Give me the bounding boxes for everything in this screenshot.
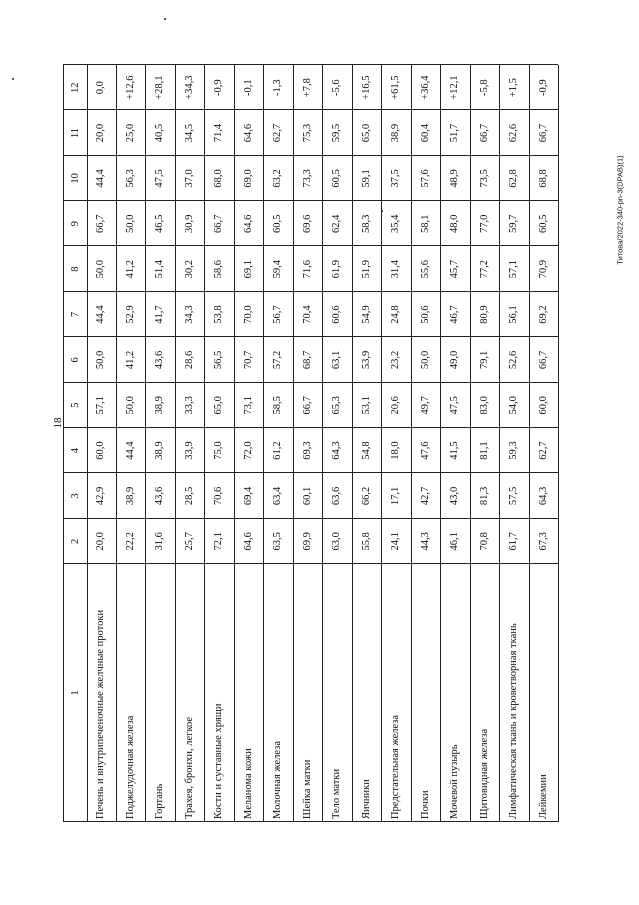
value-cell: 68,0	[213, 169, 225, 188]
value-cell: 38,9	[390, 123, 402, 143]
value-cell: 60,6	[331, 305, 343, 324]
table-row	[352, 65, 383, 822]
value-cell: 53,9	[360, 350, 372, 370]
site-name-cell: Лейкемии	[537, 774, 549, 819]
value-cell: 64,3	[537, 486, 549, 506]
table-header-row	[63, 65, 88, 822]
value-cell: 64,6	[242, 214, 254, 233]
site-name-cell: Поджелудочная железа	[124, 715, 136, 819]
value-cell: 63,5	[272, 532, 284, 551]
table-row	[204, 65, 235, 822]
value-cell: 66,7	[537, 350, 549, 370]
value-cell: 60,0	[537, 396, 549, 415]
value-cell: +12,1	[449, 75, 461, 100]
value-cell: 50,0	[124, 214, 136, 233]
value-cell: 51,7	[449, 123, 461, 143]
value-cell: 66,7	[95, 214, 107, 233]
survival-table	[63, 65, 558, 822]
site-name-cell: Щитовидная железа	[478, 728, 490, 819]
page-number-text: 18	[52, 417, 64, 429]
table-grid-line	[63, 382, 558, 383]
table-grid-line	[63, 472, 558, 473]
value-cell: 43,6	[154, 350, 166, 370]
value-cell: 38,9	[124, 486, 136, 506]
value-cell: 81,1	[478, 441, 490, 460]
value-cell: 40,5	[154, 123, 166, 143]
value-cell: -1,3	[272, 79, 284, 97]
value-cell: 70,6	[213, 486, 225, 506]
speck-mark	[164, 18, 166, 20]
table-grid-line	[63, 336, 558, 337]
side-document-id-text: Титова/2022-340-pn-3(DPAB)(1)	[615, 155, 625, 265]
value-cell: 54,8	[360, 441, 372, 460]
value-cell: 63,0	[331, 532, 343, 551]
site-name-cell: Предстательная железа	[390, 714, 402, 819]
value-cell: 81,3	[478, 486, 490, 506]
value-cell: 62,7	[272, 123, 284, 143]
value-cell: 17,1	[390, 486, 402, 506]
value-cell: 44,4	[95, 305, 107, 324]
value-cell: 31,6	[154, 532, 166, 551]
site-name-cell: Молочная железа	[272, 740, 284, 819]
value-cell: 44,3	[419, 532, 431, 551]
header-cell: 10	[70, 173, 81, 184]
value-cell: 20,6	[390, 396, 402, 415]
site-name-cell: Трахея, бронхи, легкое	[183, 716, 195, 819]
value-cell: 43,6	[154, 486, 166, 506]
value-cell: 58,1	[419, 214, 431, 233]
value-cell: 20,0	[95, 532, 107, 551]
value-cell: 63,6	[331, 486, 343, 506]
value-cell: 46,7	[449, 305, 461, 324]
table-row	[529, 65, 560, 822]
value-cell: 59,5	[331, 123, 343, 143]
value-cell: 49,7	[419, 396, 431, 415]
value-cell: 24,1	[390, 532, 402, 551]
value-cell: 54,9	[360, 305, 372, 324]
value-cell: 75,3	[301, 123, 313, 143]
value-cell: 61,9	[331, 259, 343, 279]
value-cell: 77,0	[478, 214, 490, 233]
value-cell: 66,7	[213, 214, 225, 233]
value-cell: 65,0	[360, 123, 372, 143]
value-cell: 56,1	[508, 305, 520, 324]
value-cell: -5,8	[478, 79, 490, 97]
value-cell: 70,0	[242, 305, 254, 324]
table-row	[440, 65, 471, 822]
value-cell: 63,4	[272, 486, 284, 506]
value-cell: 31,4	[390, 259, 402, 279]
value-cell: 80,9	[478, 305, 490, 324]
value-cell: 69,9	[301, 532, 313, 551]
site-name-cell: Печень и внутрипеченочные желчные протоки	[95, 609, 107, 819]
value-cell: 58,3	[360, 214, 372, 233]
value-cell: 47,6	[419, 441, 431, 460]
value-cell: 49,0	[449, 350, 461, 370]
value-cell: +28,1	[154, 75, 166, 100]
value-cell: 48,9	[449, 169, 461, 188]
value-cell: 25,0	[124, 123, 136, 143]
value-cell: -0,1	[242, 79, 254, 97]
value-cell: 70,4	[301, 305, 313, 324]
header-cell: 11	[70, 128, 81, 139]
value-cell: 60,5	[537, 214, 549, 233]
value-cell: 61,7	[508, 532, 520, 551]
value-cell: 22,2	[124, 532, 136, 551]
header-cell: 7	[70, 311, 81, 318]
table-grid-line	[63, 427, 558, 428]
value-cell: 69,0	[242, 169, 254, 188]
value-cell: 57,6	[419, 169, 431, 188]
value-cell: 65,0	[213, 396, 225, 415]
value-cell: 69,1	[242, 259, 254, 279]
value-cell: 61,2	[272, 441, 284, 460]
table-grid-line	[63, 64, 558, 65]
value-cell: +7,8	[301, 78, 313, 98]
table-row	[86, 65, 117, 822]
value-cell: 62,4	[331, 214, 343, 233]
value-cell: 73,1	[242, 396, 254, 415]
value-cell: +12,6	[124, 75, 136, 100]
table-grid-line	[63, 291, 558, 292]
table-row	[234, 65, 265, 822]
value-cell: 56,5	[213, 350, 225, 370]
value-cell: 70,8	[478, 532, 490, 551]
value-cell: 64,6	[242, 532, 254, 551]
speck-mark	[12, 78, 14, 80]
value-cell: 44,4	[124, 441, 136, 460]
value-cell: 59,7	[508, 214, 520, 233]
value-cell: 69,2	[537, 305, 549, 324]
value-cell: 70,9	[537, 259, 549, 279]
value-cell: 69,3	[301, 441, 313, 460]
value-cell: 72,0	[242, 441, 254, 460]
value-cell: 41,2	[124, 259, 136, 279]
value-cell: -0,9	[537, 79, 549, 97]
value-cell: 55,8	[360, 532, 372, 551]
value-cell: 58,6	[213, 259, 225, 279]
value-cell: 75,0	[213, 441, 225, 460]
table-row	[175, 65, 206, 822]
value-cell: 83,0	[478, 396, 490, 415]
table-row	[116, 65, 147, 822]
value-cell: 62,6	[508, 123, 520, 143]
value-cell: 63,2	[272, 169, 284, 188]
value-cell: 53,1	[360, 396, 372, 415]
table-grid-line	[63, 245, 558, 246]
table-row	[263, 65, 294, 822]
value-cell: 41,7	[154, 305, 166, 324]
value-cell: 38,9	[154, 396, 166, 415]
table-row	[499, 65, 530, 822]
value-cell: 67,3	[537, 532, 549, 551]
table-row	[470, 65, 501, 822]
value-cell: 68,7	[301, 350, 313, 370]
value-cell: +1,5	[508, 78, 520, 98]
value-cell: 50,0	[419, 350, 431, 370]
site-name-cell: Яичники	[360, 779, 372, 819]
value-cell: +34,3	[183, 75, 195, 100]
header-cell: 1	[70, 690, 81, 696]
value-cell: 72,1	[213, 532, 225, 551]
table-row	[145, 65, 176, 822]
value-cell: 33,9	[183, 441, 195, 460]
value-cell: 69,6	[301, 214, 313, 233]
value-cell: 44,4	[95, 169, 107, 188]
value-cell: 60,5	[331, 169, 343, 188]
value-cell: 57,2	[272, 350, 284, 370]
table-grid-line	[63, 518, 558, 519]
value-cell: 0,0	[95, 81, 107, 95]
value-cell: 50,0	[95, 259, 107, 279]
value-cell: 52,6	[508, 350, 520, 370]
value-cell: 63,1	[331, 350, 343, 370]
site-name-cell: Меланома кожи	[242, 748, 254, 819]
value-cell: 50,0	[95, 350, 107, 370]
site-name-cell: Мочевой пузырь	[449, 744, 461, 819]
value-cell: 34,5	[183, 123, 195, 143]
value-cell: 53,8	[213, 305, 225, 324]
table-grid-line	[63, 821, 558, 822]
value-cell: 48,0	[449, 214, 461, 233]
value-cell: 57,5	[508, 486, 520, 506]
table-row	[411, 65, 442, 822]
value-cell: 65,3	[331, 396, 343, 415]
value-cell: 45,7	[449, 259, 461, 279]
value-cell: 56,7	[272, 305, 284, 324]
value-cell: 59,4	[272, 259, 284, 279]
header-cell: 3	[70, 493, 81, 499]
value-cell: 59,3	[508, 441, 520, 460]
site-name-cell: Гортань	[154, 783, 166, 819]
header-cell: 8	[70, 266, 81, 272]
site-name-cell: Тело матки	[331, 768, 343, 819]
value-cell: 79,1	[478, 350, 490, 370]
value-cell: 52,9	[124, 305, 136, 324]
value-cell: -0,9	[213, 79, 225, 97]
value-cell: 46,1	[449, 532, 461, 551]
value-cell: 62,7	[537, 441, 549, 460]
value-cell: 60,0	[95, 441, 107, 460]
value-cell: 37,0	[183, 169, 195, 188]
table-row	[293, 65, 324, 822]
table-row	[322, 65, 353, 822]
value-cell: 60,5	[272, 214, 284, 233]
value-cell: 55,6	[419, 259, 431, 279]
table-row	[381, 65, 412, 822]
value-cell: 66,7	[537, 123, 549, 143]
value-cell: 56,3	[124, 169, 136, 188]
value-cell: 58,5	[272, 396, 284, 415]
value-cell: 66,7	[301, 396, 313, 415]
header-cell: 2	[70, 538, 81, 544]
site-name-cell: Почки	[419, 790, 431, 819]
table-grid-line	[63, 109, 558, 110]
value-cell: 20,0	[95, 123, 107, 143]
value-cell: 23,2	[390, 350, 402, 370]
site-name-cell: Шейка матки	[301, 759, 313, 819]
value-cell: +16,5	[360, 75, 372, 100]
value-cell: 25,7	[183, 532, 195, 551]
value-cell: 59,1	[360, 169, 372, 188]
value-cell: 62,8	[508, 169, 520, 188]
value-cell: 30,9	[183, 214, 195, 233]
value-cell: 71,4	[213, 123, 225, 143]
table-grid-line	[63, 200, 558, 201]
value-cell: 66,7	[478, 123, 490, 143]
value-cell: 64,3	[331, 441, 343, 460]
header-cell: 4	[70, 447, 81, 454]
value-cell: 24,8	[390, 305, 402, 324]
value-cell: 41,2	[124, 350, 136, 370]
value-cell: 47,5	[154, 169, 166, 188]
table-grid-line	[63, 155, 558, 156]
value-cell: 73,5	[478, 169, 490, 188]
value-cell: 50,0	[124, 396, 136, 415]
header-cell: 9	[70, 221, 81, 227]
header-cell: 6	[70, 357, 81, 363]
value-cell: 60,1	[301, 486, 313, 506]
value-cell: 77,2	[478, 259, 490, 279]
value-cell: 57,1	[95, 396, 107, 415]
value-cell: 37,5	[390, 169, 402, 188]
value-cell: 70,7	[242, 350, 254, 370]
value-cell: 60,4	[419, 123, 431, 143]
value-cell: 51,9	[360, 259, 372, 279]
header-cell: 12	[70, 82, 81, 93]
value-cell: 46,5	[154, 214, 166, 233]
value-cell: 28,5	[183, 486, 195, 506]
value-cell: 33,3	[183, 396, 195, 415]
value-cell: 38,9	[154, 441, 166, 460]
value-cell: 73,3	[301, 169, 313, 188]
value-cell: 42,9	[95, 486, 107, 506]
value-cell: 50,6	[419, 305, 431, 324]
value-cell: 51,4	[154, 259, 166, 279]
value-cell: 41,5	[449, 441, 461, 460]
value-cell: 66,2	[360, 486, 372, 506]
value-cell: 68,8	[537, 169, 549, 188]
value-cell: +36,4	[419, 75, 431, 100]
value-cell: 42,7	[419, 486, 431, 506]
header-cell: 5	[70, 402, 81, 408]
value-cell: 18,0	[390, 441, 402, 460]
value-cell: 30,2	[183, 259, 195, 279]
value-cell: -5,6	[331, 79, 343, 97]
value-cell: 69,4	[242, 486, 254, 506]
value-cell: 34,3	[183, 305, 195, 324]
value-cell: 71,6	[301, 259, 313, 279]
value-cell: 35,4	[390, 214, 402, 233]
value-cell: 57,1	[508, 259, 520, 279]
value-cell: 43,0	[449, 486, 461, 506]
site-name-cell: Лимфатическая ткань и кроветворная ткань	[508, 623, 520, 819]
table-grid-line	[63, 563, 558, 564]
value-cell: 28,6	[183, 350, 195, 370]
value-cell: 54,0	[508, 396, 520, 415]
value-cell: 64,6	[242, 123, 254, 143]
value-cell: 47,5	[449, 396, 461, 415]
value-cell: +61,5	[390, 75, 402, 100]
site-name-cell: Кости и суставные хрящи	[213, 703, 225, 819]
